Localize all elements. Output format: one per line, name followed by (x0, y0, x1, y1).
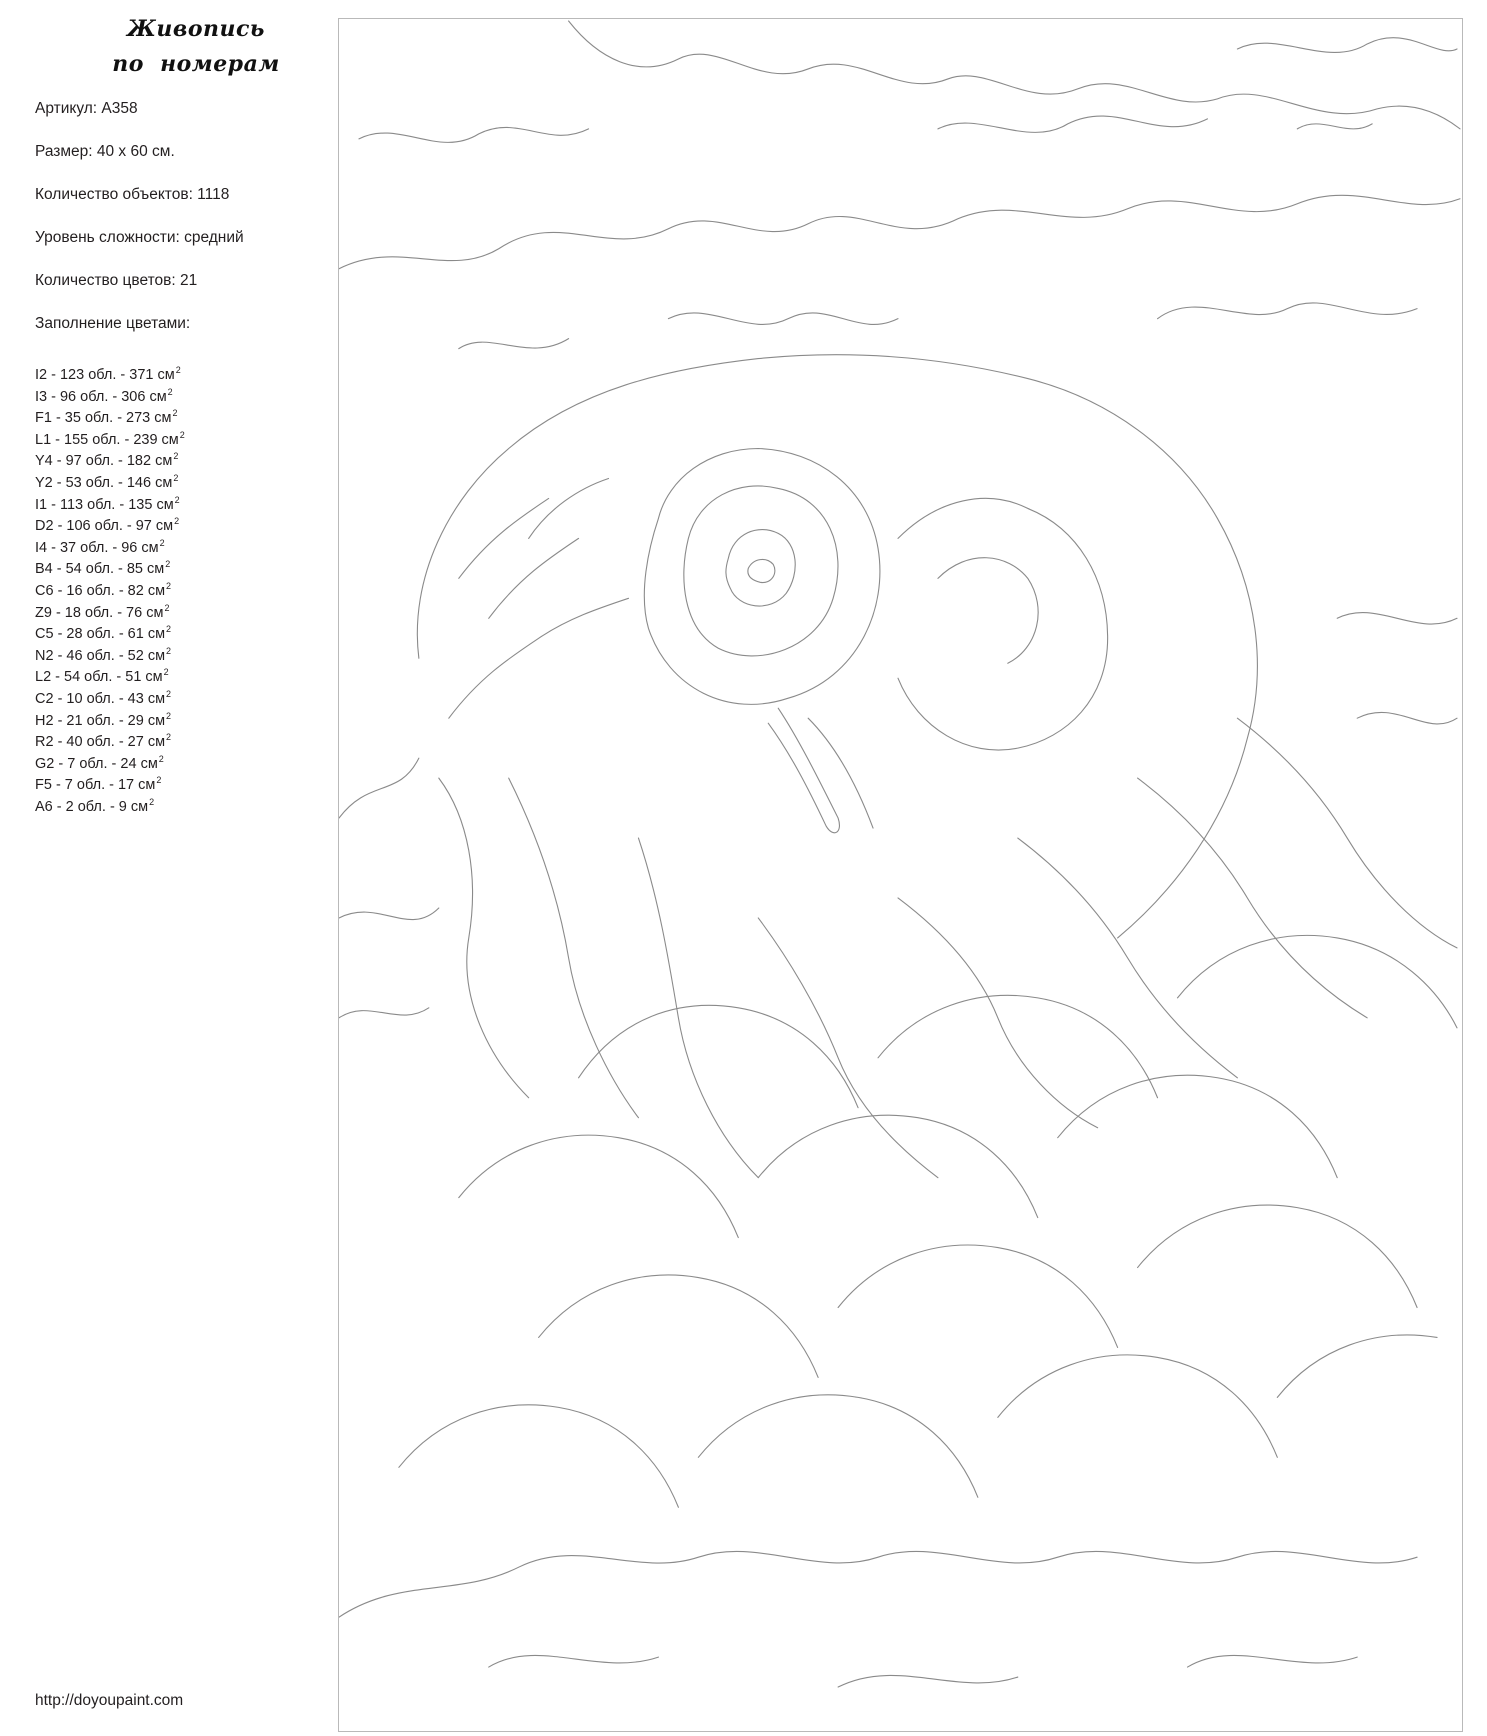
legend-item-superscript: 2 (179, 429, 185, 440)
fill-title: Заполнение цветами: (35, 315, 191, 332)
legend-item-text: N2 - 46 обл. - 52 см (35, 647, 166, 664)
legend-item (35, 727, 185, 749)
legend-item (35, 533, 185, 555)
legend-item-superscript: 2 (174, 494, 180, 505)
legend-item (35, 706, 185, 728)
colors-count-text: Количество цветов: 21 (35, 272, 198, 289)
legend-item-text: I2 - 123 обл. - 371 см (35, 367, 175, 383)
brand-line2: по номерам (112, 51, 280, 77)
legend-item-superscript: 2 (166, 580, 172, 591)
legend-item-superscript: 2 (175, 365, 181, 375)
legend-item (35, 662, 185, 684)
legend-item (35, 641, 185, 663)
legend-item-text: I4 - 37 обл. - 96 см (35, 539, 159, 556)
legend-item-superscript: 2 (164, 602, 170, 613)
legend-item-superscript: 2 (167, 386, 173, 397)
legend-item-superscript: 2 (163, 667, 169, 678)
objects-count-text: Количество объектов: 1118 (35, 186, 230, 203)
legend-item-superscript: 2 (158, 753, 164, 764)
legend-item (35, 403, 185, 425)
legend-item-superscript: 2 (173, 472, 179, 483)
legend-item (35, 360, 185, 382)
legend-item-superscript: 2 (159, 537, 165, 548)
legend-item (35, 749, 185, 771)
legend-item-superscript: 2 (166, 645, 172, 656)
legend-item (35, 382, 185, 404)
legend-item-text: Z9 - 18 обл. - 76 см (35, 604, 164, 621)
legend-item-text: C5 - 28 обл. - 61 см (35, 626, 166, 643)
website-link[interactable]: http://doyoupaint.com (35, 1692, 184, 1709)
legend-item (35, 468, 185, 490)
legend-item (35, 554, 185, 576)
legend-item-superscript: 2 (166, 732, 172, 743)
coloring-canvas (338, 18, 1463, 1732)
legend-item (35, 598, 185, 620)
legend-item (35, 684, 185, 706)
brand-line1: Живопись (127, 16, 265, 42)
outline-artwork (339, 19, 1462, 1731)
color-legend (35, 360, 185, 813)
legend-item-superscript: 2 (172, 408, 178, 419)
legend-item (35, 490, 185, 512)
legend-item-text: I3 - 96 обл. - 306 см (35, 388, 167, 405)
legend-item-text: Y2 - 53 обл. - 146 см (35, 474, 173, 491)
article-text: Артикул: A358 (35, 100, 138, 117)
legend-item-superscript: 2 (166, 710, 172, 721)
legend-item-text: D2 - 106 обл. - 97 см (35, 518, 174, 535)
legend-item-superscript: 2 (156, 775, 162, 786)
legend-item-text: B4 - 54 обл. - 85 см (35, 561, 165, 578)
brand-logo (86, 12, 306, 82)
legend-item-text: L2 - 54 обл. - 51 см (35, 669, 163, 686)
legend-item-text: L1 - 155 обл. - 239 см (35, 431, 179, 448)
legend-item (35, 792, 185, 814)
legend-item-text: F1 - 35 обл. - 273 см (35, 410, 172, 427)
legend-item (35, 770, 185, 792)
legend-item-text: C6 - 16 обл. - 82 см (35, 582, 166, 599)
legend-item-superscript: 2 (166, 688, 172, 699)
legend-item-text: R2 - 40 обл. - 27 см (35, 734, 166, 751)
legend-item-text: G2 - 7 обл. - 24 см (35, 755, 158, 772)
legend-item-superscript: 2 (173, 451, 179, 462)
legend-item (35, 425, 185, 447)
legend-item-text: A6 - 2 обл. - 9 см (35, 798, 149, 815)
legend-item (35, 446, 185, 468)
difficulty-text: Уровень сложности: средний (35, 229, 244, 246)
size-text: Размер: 40 х 60 см. (35, 143, 175, 160)
legend-item-text: Y4 - 97 обл. - 182 см (35, 453, 173, 470)
legend-item-superscript: 2 (166, 624, 172, 635)
legend-item-superscript: 2 (165, 559, 171, 570)
legend-item-text: H2 - 21 обл. - 29 см (35, 712, 166, 729)
legend-item-superscript: 2 (174, 516, 180, 527)
legend-item (35, 511, 185, 533)
legend-item-text: I1 - 113 обл. - 135 см (35, 496, 174, 513)
legend-item (35, 619, 185, 641)
legend-item-superscript: 2 (149, 796, 155, 807)
legend-item-text: F5 - 7 обл. - 17 см (35, 777, 156, 794)
legend-item (35, 576, 185, 598)
legend-item-text: C2 - 10 обл. - 43 см (35, 690, 166, 707)
